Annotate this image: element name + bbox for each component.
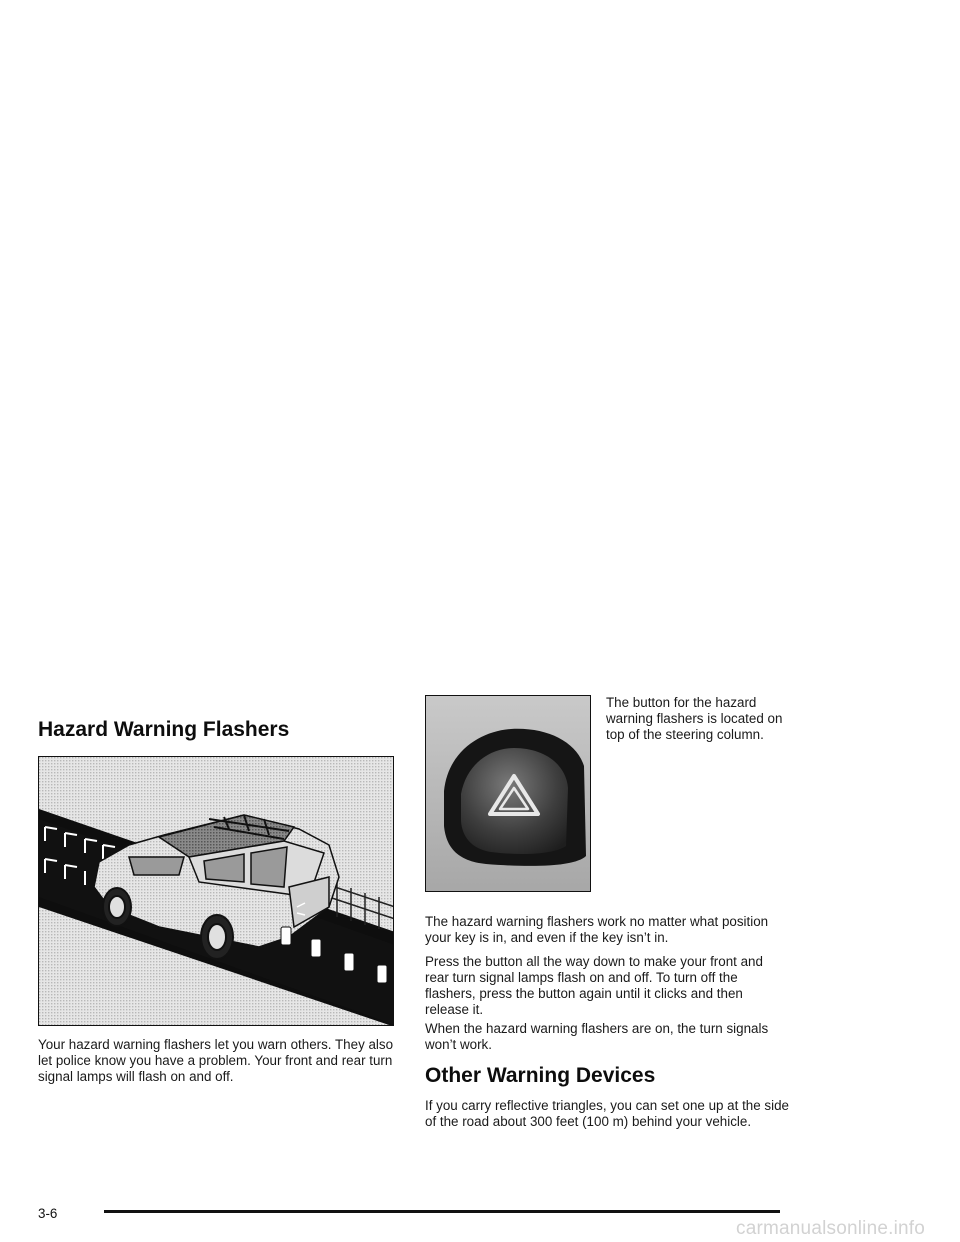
hazard-button-photo [425,695,591,892]
hazard-flashers-intro-paragraph: Your hazard warning flashers let you warn others. They also let police know you have a problem. Your front and rear turn signal lamps will flash on and off. [38,1037,394,1084]
vehicle-road-drawing [39,757,394,1026]
flashers-work-paragraph: The hazard warning flashers work no matter what position your key is in, and even if the key isn’t in. [425,914,769,945]
hazard-button-drawing [426,696,591,892]
press-button-paragraph: Press the button all the way down to make your front and rear turn signal lamps flash on and off. To turn off the flashers, press the button again until it clicks and then release it. [425,954,763,1017]
turn-signals-paragraph: When the hazard warning flashers are on, the turn signals won’t work. [425,1021,769,1052]
page-number: 3-6 [38,1206,58,1221]
reflective-triangles-paragraph: If you carry reflective triangles, you can set one up at the side of the road about 300 feet (100 m) behind your vehicle. [425,1098,789,1129]
section-heading-other-warning-devices: Other Warning Devices [425,1064,656,1087]
watermark: carmanualsonline.info [736,1218,926,1239]
hazard-button-caption: The button for the hazard warning flashers is located on top of the steering column. [606,695,783,742]
footer-rule [104,1210,780,1213]
vehicle-hazard-illustration [38,756,394,1026]
section-heading-hazard-flashers: Hazard Warning Flashers [38,718,290,741]
